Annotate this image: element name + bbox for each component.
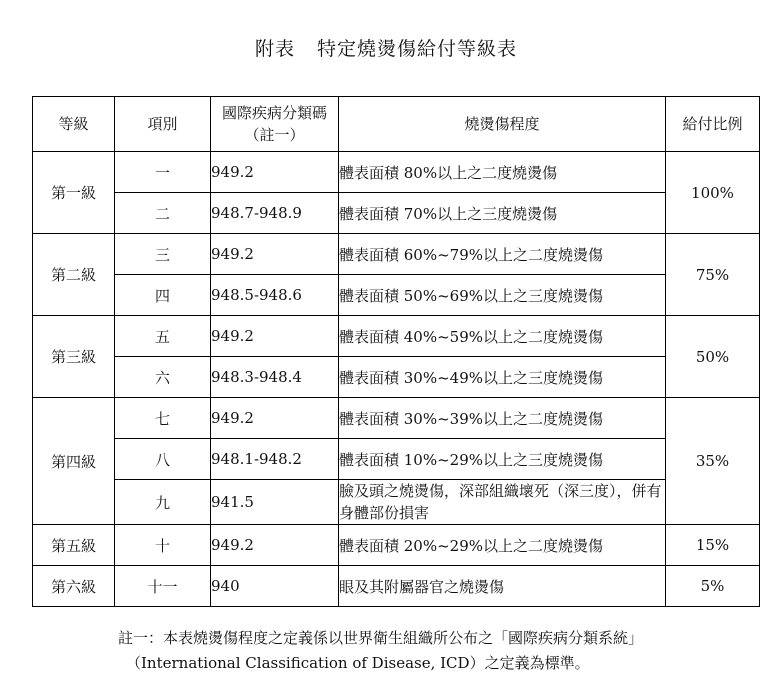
table-row	[33, 357, 760, 398]
degree-cell: 臉及頭之燒燙傷，深部組織壞死（深三度），併有身體部份損害	[339, 480, 666, 525]
degree-cell: 體表面積 80%以上之二度燒燙傷	[339, 152, 666, 193]
item-cell: 一	[115, 152, 211, 193]
icd-code-cell: 940	[211, 566, 339, 607]
grade-cell: 第六級	[33, 566, 115, 607]
header-icd-line1: 國際疾病分類碼	[221, 104, 327, 122]
page-title	[0, 34, 772, 61]
grade-cell: 第二級	[33, 234, 115, 316]
header-icd-line2: （註一）	[244, 126, 305, 144]
table-header-row	[33, 97, 760, 152]
ratio-cell: 50%	[666, 316, 760, 398]
footnote-line-1: 註一：本表燒燙傷程度之定義係以世界衛生組織所公布之「國際疾病分類系統」	[118, 629, 644, 647]
item-cell: 五	[115, 316, 211, 357]
degree-cell: 體表面積 50%~69%以上之三度燒燙傷	[339, 275, 666, 316]
degree-cell: 體表面積 10%~29%以上之三度燒燙傷	[339, 439, 666, 480]
ratio-cell: 100%	[666, 152, 760, 234]
icd-code-cell: 948.1-948.2	[211, 439, 339, 480]
icd-code-cell: 949.2	[211, 316, 339, 357]
item-cell: 十一	[115, 566, 211, 607]
item-cell: 三	[115, 234, 211, 275]
degree-cell: 體表面積 40%~59%以上之二度燒燙傷	[339, 316, 666, 357]
grade-cell: 第四級	[33, 398, 115, 525]
item-cell: 七	[115, 398, 211, 439]
table-row	[33, 439, 760, 480]
benefit-grade-table	[32, 96, 760, 607]
table-row	[33, 193, 760, 234]
icd-code-cell: 949.2	[211, 234, 339, 275]
ratio-cell: 15%	[666, 525, 760, 566]
ratio-cell: 5%	[666, 566, 760, 607]
icd-code-cell: 949.2	[211, 525, 339, 566]
icd-code-cell: 941.5	[211, 480, 339, 525]
icd-code-cell: 948.5-948.6	[211, 275, 339, 316]
item-cell: 九	[115, 480, 211, 525]
icd-code-cell: 948.3-948.4	[211, 357, 339, 398]
ratio-cell: 75%	[666, 234, 760, 316]
title-prefix: 附表	[254, 38, 295, 60]
ratio-cell: 35%	[666, 398, 760, 525]
title-main: 特定燒燙傷給付等級表	[317, 38, 518, 60]
table-row	[33, 480, 760, 525]
table-row	[33, 525, 760, 566]
table-row	[33, 234, 760, 275]
item-cell: 十	[115, 525, 211, 566]
degree-cell: 體表面積 30%~39%以上之二度燒燙傷	[339, 398, 666, 439]
grade-cell: 第三級	[33, 316, 115, 398]
degree-cell: 體表面積 20%~29%以上之二度燒燙傷	[339, 525, 666, 566]
item-cell: 六	[115, 357, 211, 398]
header-item: 項別	[115, 97, 211, 152]
icd-code-cell: 949.2	[211, 152, 339, 193]
degree-cell: 體表面積 70%以上之三度燒燙傷	[339, 193, 666, 234]
item-cell: 二	[115, 193, 211, 234]
footnote-line-2: （International Classification of Disease, ICD）之定義為標準。	[126, 654, 590, 672]
header-ratio: 給付比例	[666, 97, 760, 152]
header-grade: 等級	[33, 97, 115, 152]
header-icd	[211, 97, 339, 152]
degree-cell: 眼及其附屬器官之燒燙傷	[339, 566, 666, 607]
table-row	[33, 275, 760, 316]
table-row	[33, 566, 760, 607]
icd-code-cell: 949.2	[211, 398, 339, 439]
item-cell: 四	[115, 275, 211, 316]
item-cell: 八	[115, 439, 211, 480]
header-degree: 燒燙傷程度	[339, 97, 666, 152]
table-row	[33, 316, 760, 357]
icd-code-cell: 948.7-948.9	[211, 193, 339, 234]
grade-cell: 第一級	[33, 152, 115, 234]
table-row	[33, 152, 760, 193]
table-row	[33, 398, 760, 439]
degree-cell: 體表面積 60%~79%以上之二度燒燙傷	[339, 234, 666, 275]
degree-cell: 體表面積 30%~49%以上之三度燒燙傷	[339, 357, 666, 398]
grade-cell: 第五級	[33, 525, 115, 566]
